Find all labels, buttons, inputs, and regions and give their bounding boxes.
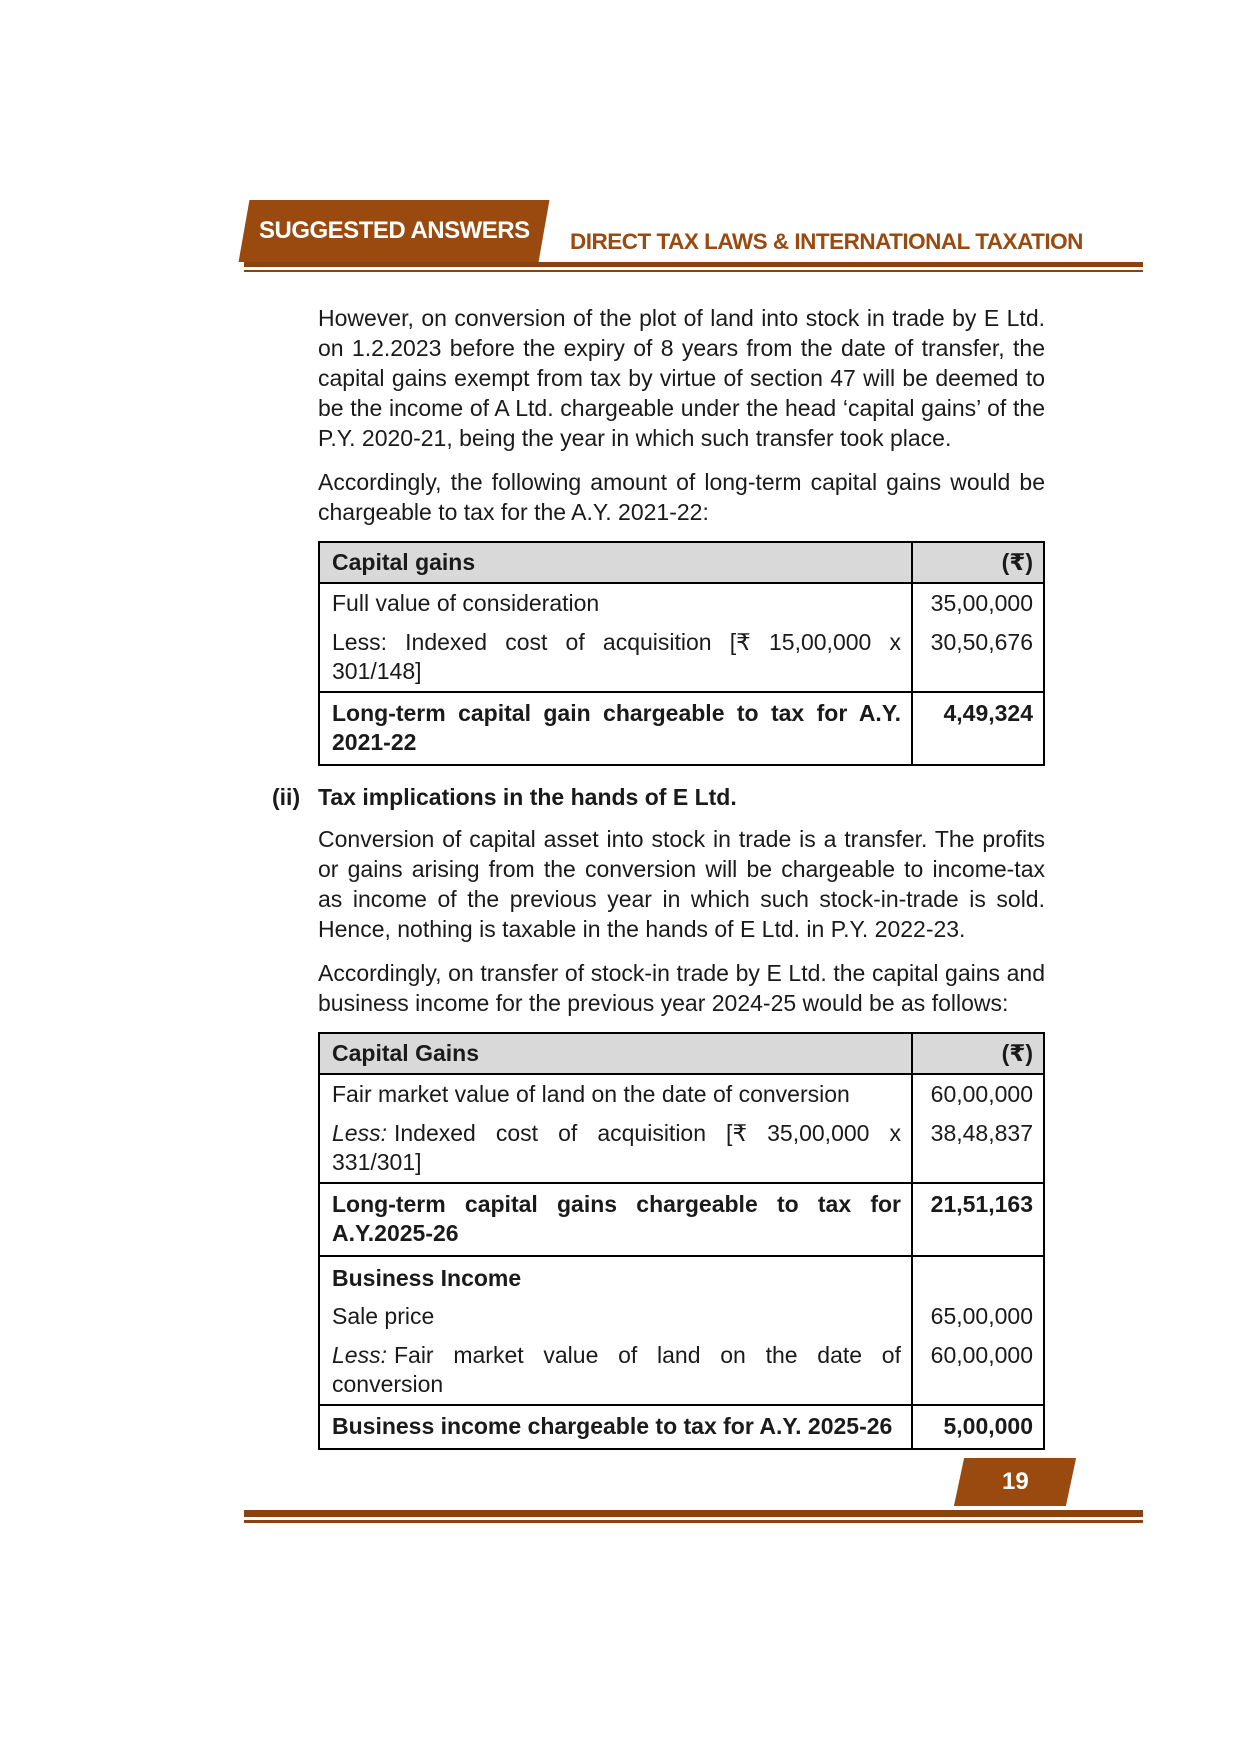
footer-rule-thick bbox=[244, 1510, 1143, 1517]
document-title: DIRECT TAX LAWS & INTERNATIONAL TAXATION bbox=[570, 229, 1083, 254]
table-row bbox=[319, 623, 1044, 692]
page-header bbox=[244, 200, 1143, 272]
page-number: 19 bbox=[1001, 1468, 1029, 1495]
table-total-row bbox=[319, 692, 1044, 765]
table-header-row bbox=[319, 1033, 1044, 1074]
capital-gains-business-income-table bbox=[318, 1032, 1045, 1450]
table-total-row bbox=[319, 1183, 1044, 1256]
row-amount: 60,00,000 bbox=[912, 1336, 1044, 1405]
section-title: Tax implications in the hands of E Ltd. bbox=[318, 784, 737, 810]
row-amount: 30,50,676 bbox=[912, 623, 1044, 692]
row-amount bbox=[912, 1256, 1044, 1297]
row-amount: 38,48,837 bbox=[912, 1114, 1044, 1183]
header-rule-thin bbox=[244, 270, 1143, 272]
section-marker: (ii) bbox=[272, 784, 301, 810]
row-label: Long-term capital gain chargeable to tax for A.Y. 2021-22 bbox=[319, 692, 912, 765]
table-row bbox=[319, 1074, 1044, 1114]
row-label bbox=[319, 1114, 912, 1183]
row-amount: 4,49,324 bbox=[912, 692, 1044, 765]
row-label bbox=[319, 1336, 912, 1405]
footer-rule-thin bbox=[244, 1520, 1143, 1523]
row-amount: 5,00,000 bbox=[912, 1405, 1044, 1449]
capital-gains-table-ay-2021-22 bbox=[318, 541, 1045, 766]
section-paragraph-1: Conversion of capital asset into stock in trade is a transfer. The profits or gains arising from the conversion will be chargeable to income-tax as income of the previous year in which such stock-in-trade is sold. Hence, nothing is taxable in the hands of E Ltd. in P.Y. 2022-23. bbox=[318, 826, 1045, 942]
page-footer bbox=[244, 1458, 1143, 1523]
less-label: Less: bbox=[332, 1120, 387, 1146]
row-amount: 60,00,000 bbox=[912, 1074, 1044, 1114]
table-header-row bbox=[319, 542, 1044, 583]
row-amount: 21,51,163 bbox=[912, 1183, 1044, 1256]
row-label: Business income chargeable to tax for A.Y. 2025-26 bbox=[319, 1405, 912, 1449]
section-paragraph-2: Accordingly, on transfer of stock-in trade by E Ltd. the capital gains and business income for the previous year 2024-25 would be as follows: bbox=[318, 960, 1045, 1016]
row-label: Less: Indexed cost of acquisition [₹ 15,00,000 x 301/148] bbox=[319, 623, 912, 692]
row-label-text: Indexed cost of acquisition [₹ 35,00,000 x 331/301] bbox=[332, 1120, 901, 1175]
banner-label: SUGGESTED ANSWERS bbox=[258, 217, 530, 244]
less-label: Less: bbox=[332, 1342, 387, 1368]
row-label: Fair market value of land on the date of conversion bbox=[319, 1074, 912, 1114]
column-header-item: Capital Gains bbox=[319, 1033, 912, 1074]
table-row bbox=[319, 1114, 1044, 1183]
table-row bbox=[319, 1336, 1044, 1405]
table-row bbox=[319, 583, 1044, 623]
row-amount: 35,00,000 bbox=[912, 583, 1044, 623]
row-amount: 65,00,000 bbox=[912, 1297, 1044, 1336]
row-label: Business Income bbox=[319, 1256, 912, 1297]
table-subheading-row bbox=[319, 1256, 1044, 1297]
column-header-item: Capital gains bbox=[319, 542, 912, 583]
row-label-text: Fair market value of land on the date of conversion bbox=[332, 1342, 901, 1397]
column-header-amount: (₹) bbox=[912, 1033, 1044, 1074]
row-label: Sale price bbox=[319, 1297, 912, 1336]
page-body bbox=[272, 303, 1045, 1450]
table-row bbox=[319, 1297, 1044, 1336]
row-label: Long-term capital gains chargeable to tax for A.Y.2025-26 bbox=[319, 1183, 912, 1256]
page-number-badge bbox=[954, 1458, 1076, 1506]
column-header-amount: (₹) bbox=[912, 542, 1044, 583]
intro-paragraph-2: Accordingly, the following amount of long-term capital gains would be chargeable to tax for the A.Y. 2021-22: bbox=[318, 469, 1045, 525]
header-row bbox=[244, 200, 1143, 262]
table-total-row bbox=[319, 1405, 1044, 1449]
suggested-answers-banner bbox=[239, 200, 550, 262]
header-rule-thick bbox=[244, 262, 1143, 267]
row-label: Full value of consideration bbox=[319, 583, 912, 623]
intro-paragraph-1: However, on conversion of the plot of land into stock in trade by E Ltd. on 1.2.2023 before the expiry of 8 years from the date of transfer, the capital gains exempt from tax by virtue of section 47 will be deemed to be the income of A Ltd. chargeable under the head ‘capital gains’ of the P.Y. 2020-21, being the year in which such transfer took place. bbox=[318, 305, 1045, 451]
section-heading bbox=[272, 782, 1045, 812]
